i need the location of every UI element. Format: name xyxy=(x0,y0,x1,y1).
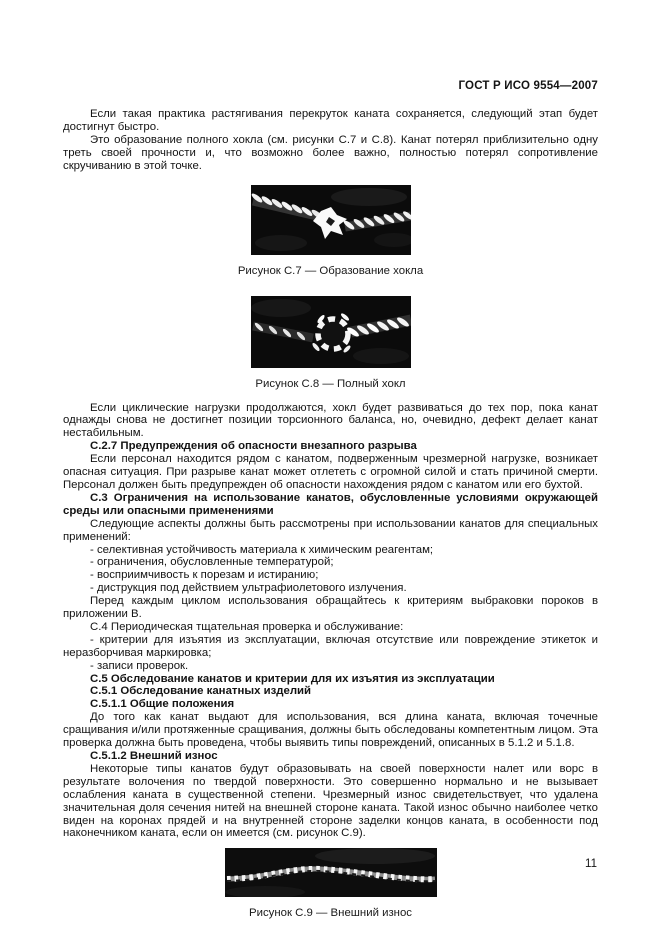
figure-c7 xyxy=(63,185,598,277)
paragraph-pre-use-inspection: До того как канат выдают для использования, вся длина каната, включая точечные сращивания и/или протяженные сращивания, должны быть обследованы компетентным лицом. Эта проверка должна быть проведена, чтобы выявить типы повреждений, описанных в 5.1.2 и 5.1.8. xyxy=(63,711,598,750)
heading-c5-1-2: С.5.1.2 Внешний износ xyxy=(90,750,218,762)
list-item-inspection-records: - записи проверок. xyxy=(90,659,189,672)
paragraph-stretch-practice: Если такая практика растягивания перекруток каната сохраняется, следующий этап будет достигнут быстро. xyxy=(63,108,598,133)
paragraph-external-wear: Некоторые типы канатов будут образовывать на своей поверхности налет или ворс в результате волочения по твердой поверхности. Это совершенно нормально и не вызывает ослабления каната в существенной степени. Чрезмерный износ свидетельствует, что удалена значительная доля сечения нитей на внешней стороне каната. Такой износ обычно наиболее четко виден на коронах прядей и на внутренней стороне заделки концов каната, в особенности под наконечником каната, если он имеется (см. рисунок С.9). xyxy=(63,762,598,840)
figure-c7-caption: Рисунок С.7 — Образование хокла xyxy=(237,264,424,277)
list-item-temperature-limits: - ограничения, обусловленные температурой; xyxy=(90,556,334,569)
figure-c8-image-full-hockle-photo xyxy=(251,296,411,368)
heading-c5-1: С.5.1 Обследование канатных изделий xyxy=(90,685,312,698)
figure-c8-caption: Рисунок С.8 — Полный хокл xyxy=(255,377,406,390)
paragraph-full-hockle-formation: Это образование полного хокла (см. рисунки С.7 и С.8). Канат потерял приблизительно одну треть своей прочности и, что возможно более важно, полностью потерял сопротивление скручиванию в этой точке. xyxy=(63,133,598,172)
heading-c5: С.5 Обследование канатов и критерии для их изъятия из эксплуатации xyxy=(90,672,495,685)
figure-c9-image-external-wear-photo xyxy=(225,848,437,897)
paragraph-aspects: Следующие аспекты должны быть рассмотрены при использовании канатов для специальных применений: xyxy=(63,517,598,543)
figure-c7-image-hockle-formation-photo xyxy=(251,185,411,255)
paragraph-c4-periodic-inspection: С.4 Периодическая тщательная проверка и обслуживание: xyxy=(90,620,404,633)
figure-c9-caption: Рисунок С.9 — Внешний износ xyxy=(248,907,413,920)
heading-c2-7: С.2.7 Предупреждения об опасности внезапного разрыва xyxy=(90,440,417,453)
page-number: 11 xyxy=(585,858,597,870)
heading-c3: С.3 Ограничения на использование канатов, обусловленные условиями окружающей среды или опасными применениями xyxy=(63,491,598,517)
paragraph-personnel-danger: Если персонал находится рядом с канатом, подверженным чрезмерной нагрузке, возникает опасная ситуация. При разрыве канат может отлететь с огромной силой и стать причиной смерти. Персонал должен быть предупрежден об опасности нахождения рядом с канатом или его бухтой. xyxy=(63,453,598,491)
list-item-withdrawal-criteria: - критерии для изъятия из эксплуатации, включая отсутствие или повреждение этикеток и неразборчивая маркировка; xyxy=(63,633,598,659)
paragraph-cyclic-loads: Если циклические нагрузки продолжаются, хокл будет развиваться до тех пор, пока канат однажды снова не достигнет позиции торсионного баланса, но, очевидно, дефект делает канат нестабильным. xyxy=(63,401,598,440)
list-item-uv-destruction: - диструкция под действием ультрафиолетового излучения. xyxy=(90,582,407,595)
paragraph-each-cycle: Перед каждым циклом использования обращайтесь к критериям выбраковки пороков в приложении В. xyxy=(63,595,598,621)
standard-header: ГОСТ Р ИСО 9554—2007 xyxy=(458,80,598,92)
heading-c5-1-1: С.5.1.1 Общие положения xyxy=(90,698,235,711)
list-item-chemical-resistance: - селективная устойчивость материала к химическим реагентам; xyxy=(90,543,434,556)
figure-c9 xyxy=(63,848,598,919)
figure-c8 xyxy=(63,296,598,390)
list-item-cuts-abrasion: - восприимчивость к порезам и истиранию; xyxy=(90,569,319,582)
